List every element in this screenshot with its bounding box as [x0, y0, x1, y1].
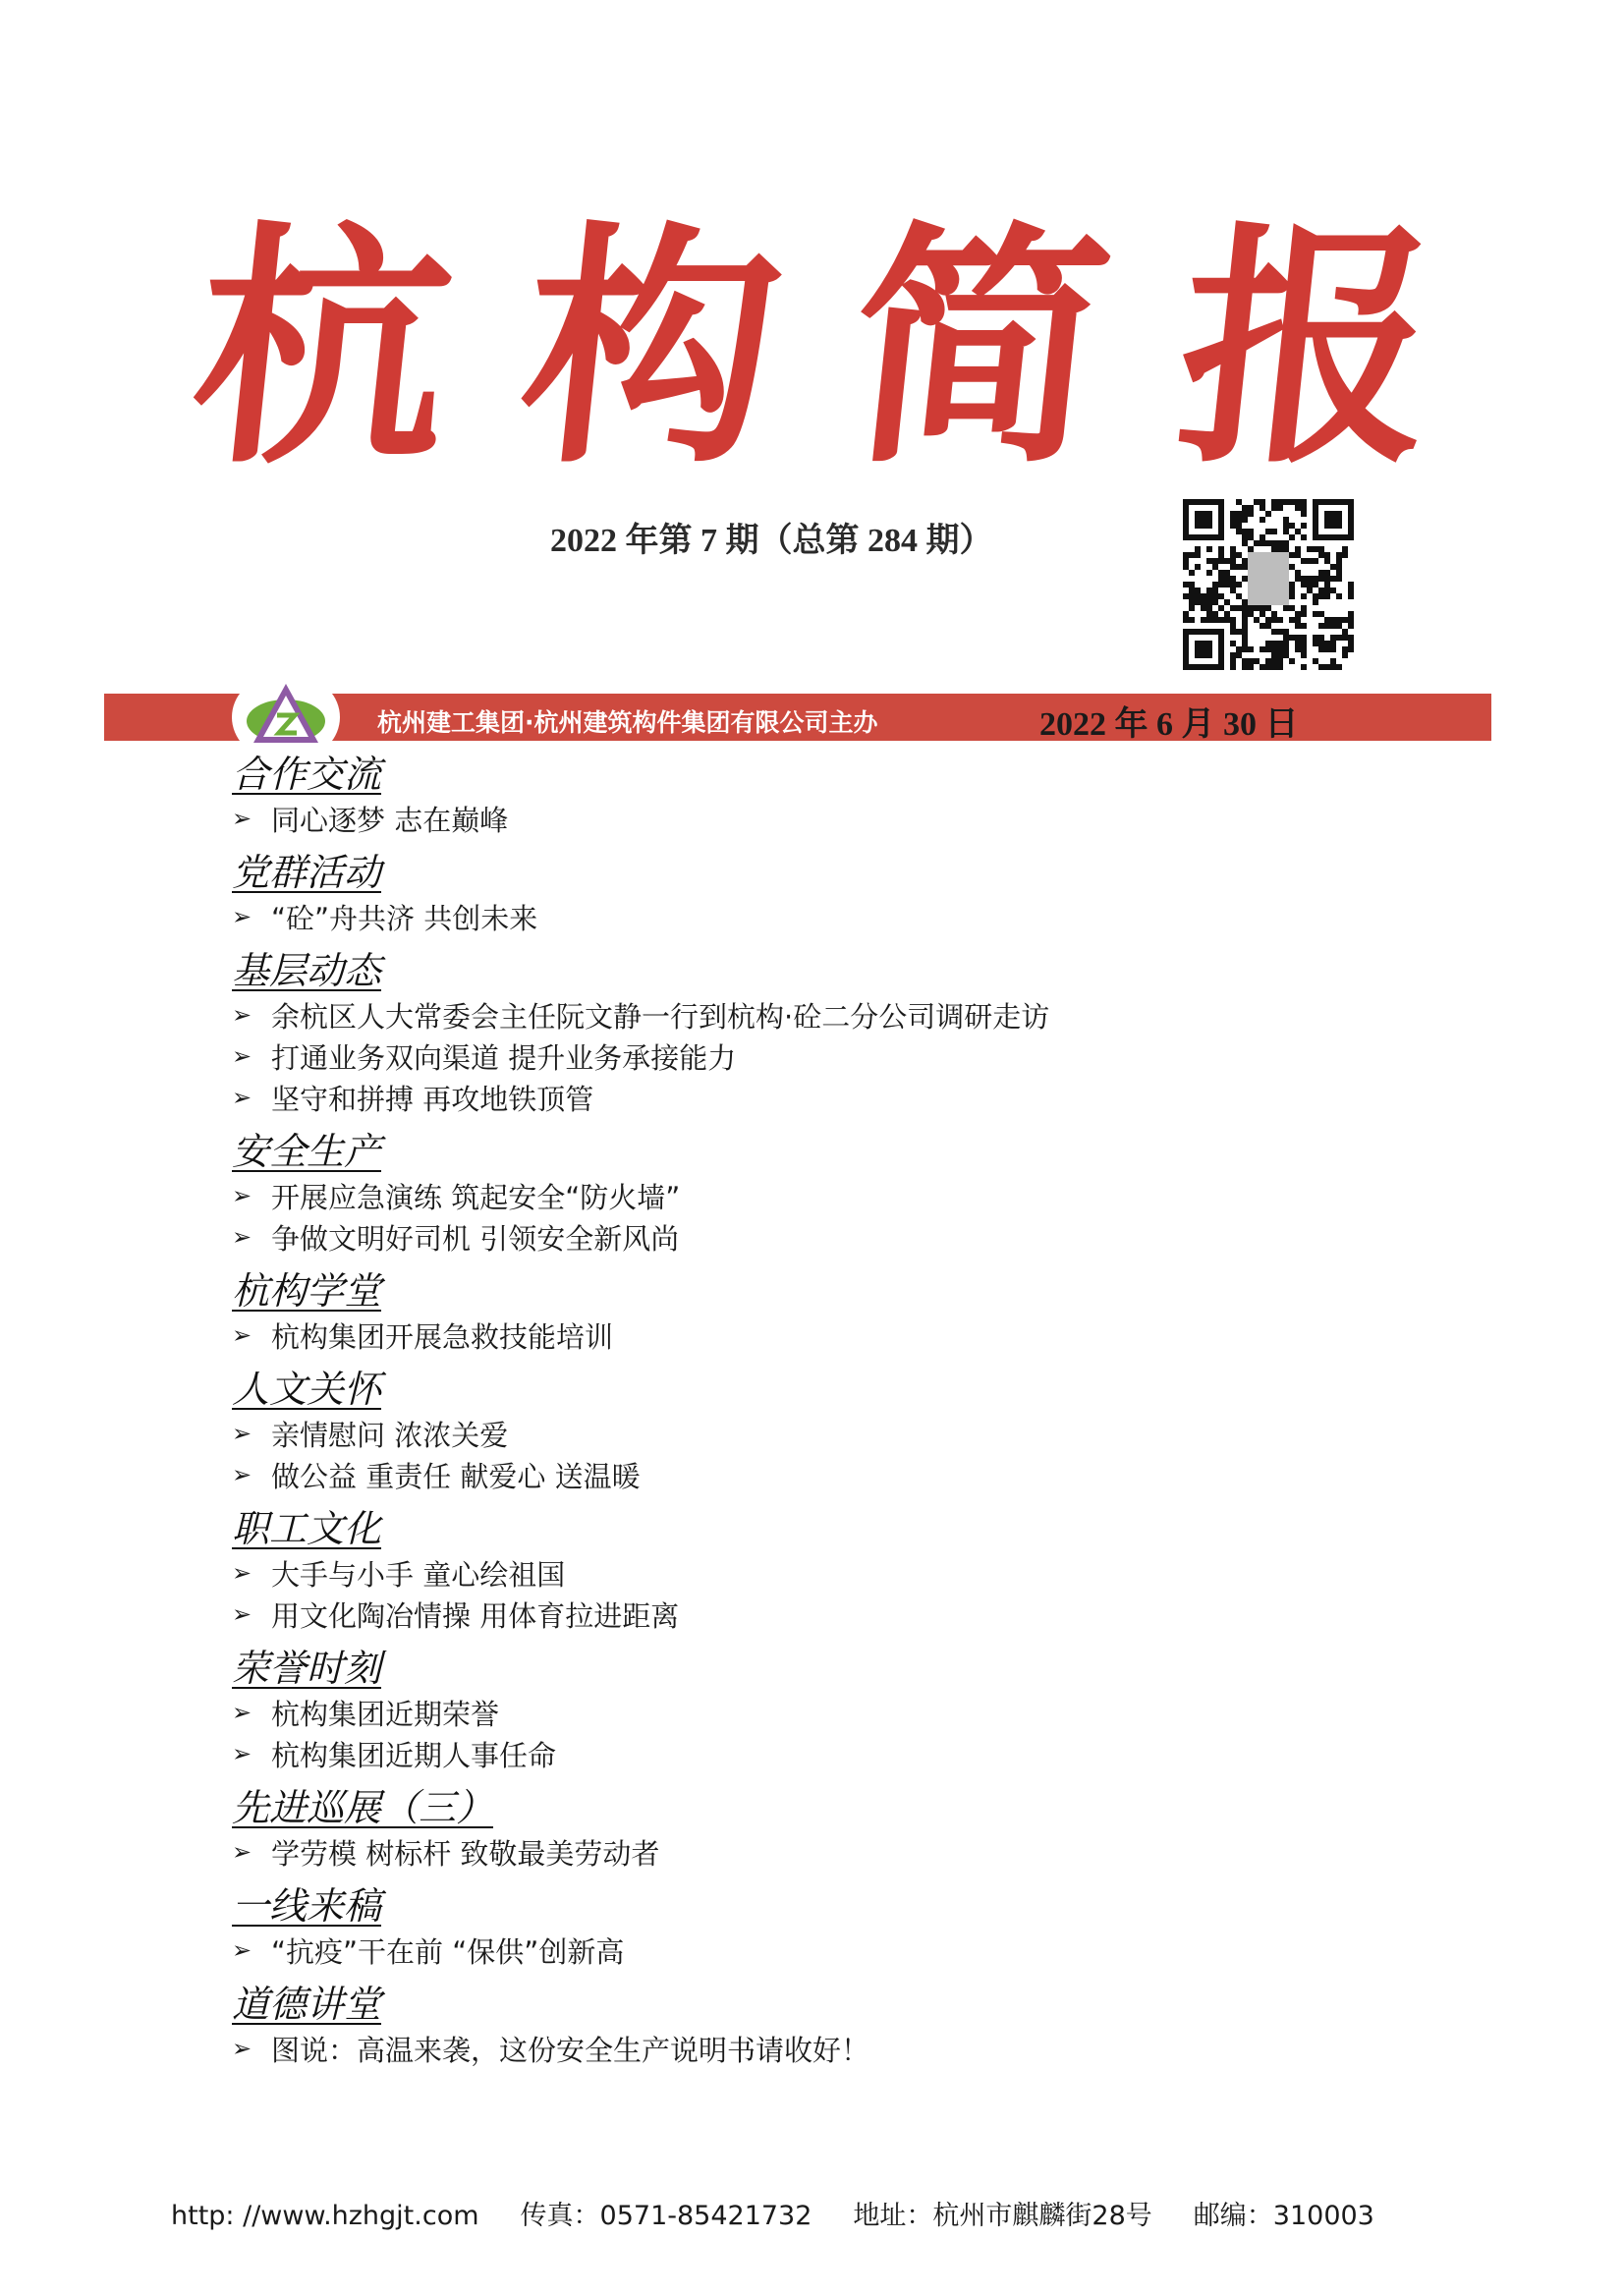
arrow-bullet-icon: ➢ — [232, 1461, 252, 1488]
toc-section — [232, 849, 1411, 937]
toc-section — [232, 1366, 1411, 1495]
toc-item[interactable] — [232, 1930, 1411, 1971]
arrow-bullet-icon: ➢ — [232, 1936, 252, 1964]
toc-item-label: 做公益 重责任 献爱心 送温暖 — [271, 1459, 641, 1493]
toc-item[interactable] — [232, 1831, 1411, 1873]
arrow-bullet-icon: ➢ — [232, 805, 252, 832]
toc-item[interactable] — [232, 1733, 1411, 1774]
arrow-bullet-icon: ➢ — [232, 1321, 252, 1349]
section-title[interactable]: 人文关怀 — [232, 1368, 382, 1411]
footer-website[interactable]: http: //www.hzhgjt.com — [171, 2201, 479, 2231]
toc-section — [232, 1882, 1411, 1971]
toc-section — [232, 751, 1411, 839]
toc-item-label: “抗疫”干在前 “保供”创新高 — [271, 1934, 625, 1969]
arrow-bullet-icon: ➢ — [232, 1420, 252, 1447]
arrow-bullet-icon: ➢ — [232, 1699, 252, 1726]
arrow-bullet-icon: ➢ — [232, 1042, 252, 1070]
toc-item[interactable] — [232, 1175, 1411, 1216]
arrow-bullet-icon: ➢ — [232, 1223, 252, 1251]
title-char: 杭 — [181, 199, 466, 497]
toc-item[interactable] — [232, 1077, 1411, 1118]
toc-item-label: 打通业务双向渠道 提升业务承接能力 — [271, 1040, 737, 1075]
toc-item[interactable] — [232, 798, 1411, 839]
table-of-contents — [232, 751, 1411, 2079]
footer-postcode: 邮编：310003 — [1193, 2201, 1374, 2231]
section-title[interactable]: 一线来稿 — [232, 1884, 382, 1928]
section-title[interactable]: 安全生产 — [232, 1130, 382, 1173]
footer-contact — [171, 2194, 1448, 2232]
footer-fax: 传真：0571-85421732 — [520, 2201, 812, 2231]
toc-section — [232, 1645, 1411, 1774]
arrow-bullet-icon: ➢ — [232, 903, 252, 930]
section-title[interactable]: 党群活动 — [232, 851, 382, 894]
toc-item[interactable] — [232, 1036, 1411, 1077]
toc-item[interactable] — [232, 1454, 1411, 1495]
toc-item-label: 杭构集团近期人事任命 — [271, 1738, 557, 1772]
title-char: 报 — [1165, 199, 1450, 497]
section-title[interactable]: 荣誉时刻 — [232, 1647, 382, 1690]
company-logo — [232, 678, 340, 756]
toc-item[interactable] — [232, 1315, 1411, 1356]
issue-date: 2022 年 6 月 30 日 — [1039, 706, 1299, 743]
title-char: 构 — [509, 199, 794, 497]
title-char: 简 — [837, 199, 1122, 497]
toc-item-label: 大手与小手 童心绘祖国 — [271, 1557, 566, 1592]
section-title[interactable]: 基层动态 — [232, 949, 382, 992]
toc-item-label: 坚守和拼搏 再攻地铁顶管 — [271, 1082, 594, 1116]
arrow-bullet-icon: ➢ — [232, 1600, 252, 1628]
toc-item[interactable] — [232, 2028, 1411, 2069]
sponsor-text: 杭州建工集团·杭州建筑构件集团有限公司主办 — [377, 708, 878, 737]
toc-section — [232, 1505, 1411, 1635]
toc-item[interactable] — [232, 1413, 1411, 1454]
toc-item[interactable] — [232, 994, 1411, 1036]
toc-item-label: 用文化陶冶情操 用体育拉进距离 — [271, 1598, 680, 1633]
arrow-bullet-icon: ➢ — [232, 1001, 252, 1029]
toc-item[interactable] — [232, 1594, 1411, 1635]
toc-item-label: 图说：高温来袭，这份安全生产说明书请收好！ — [271, 2033, 870, 2067]
toc-section — [232, 1981, 1411, 2069]
arrow-bullet-icon: ➢ — [232, 1838, 252, 1866]
toc-item[interactable] — [232, 1692, 1411, 1733]
toc-item-label: 亲情慰问 浓浓关爱 — [271, 1418, 509, 1452]
toc-item-label: 杭构集团近期荣誉 — [271, 1697, 500, 1731]
arrow-bullet-icon: ➢ — [232, 1182, 252, 1209]
toc-item-label: 余杭区人大常委会主任阮文静一行到杭构·砼二分公司调研走访 — [271, 999, 1050, 1034]
toc-item-label: 同心逐梦 志在巅峰 — [271, 803, 509, 837]
toc-item[interactable] — [232, 1552, 1411, 1594]
section-title[interactable]: 先进巡展（三） — [232, 1786, 494, 1829]
publication-title — [181, 192, 1450, 506]
arrow-bullet-icon: ➢ — [232, 1740, 252, 1767]
arrow-bullet-icon: ➢ — [232, 1559, 252, 1587]
toc-section — [232, 1128, 1411, 1258]
toc-section — [232, 947, 1411, 1118]
section-title[interactable]: 合作交流 — [232, 753, 382, 796]
toc-item-label: 开展应急演练 筑起安全“防火墙” — [271, 1180, 681, 1214]
section-title[interactable]: 杭构学堂 — [232, 1269, 382, 1313]
section-title[interactable]: 道德讲堂 — [232, 1983, 382, 2026]
footer-address: 地址：杭州市麒麟街28号 — [853, 2201, 1152, 2231]
toc-item-label: 学劳模 树标杆 致敬最美劳动者 — [271, 1836, 660, 1871]
qr-code-icon — [1183, 499, 1354, 670]
section-title[interactable]: 职工文化 — [232, 1507, 382, 1550]
toc-item[interactable] — [232, 896, 1411, 937]
toc-section — [232, 1784, 1411, 1873]
issue-number: 2022 年第 7 期（总第 284 期） — [550, 523, 993, 559]
toc-item[interactable] — [232, 1216, 1411, 1258]
toc-section — [232, 1267, 1411, 1356]
toc-item-label: 杭构集团开展急救技能培训 — [271, 1319, 614, 1354]
arrow-bullet-icon: ➢ — [232, 2035, 252, 2062]
arrow-bullet-icon: ➢ — [232, 1084, 252, 1111]
toc-item-label: “砼”舟共济 共创未来 — [271, 901, 538, 935]
toc-item-label: 争做文明好司机 引领安全新风尚 — [271, 1221, 680, 1256]
